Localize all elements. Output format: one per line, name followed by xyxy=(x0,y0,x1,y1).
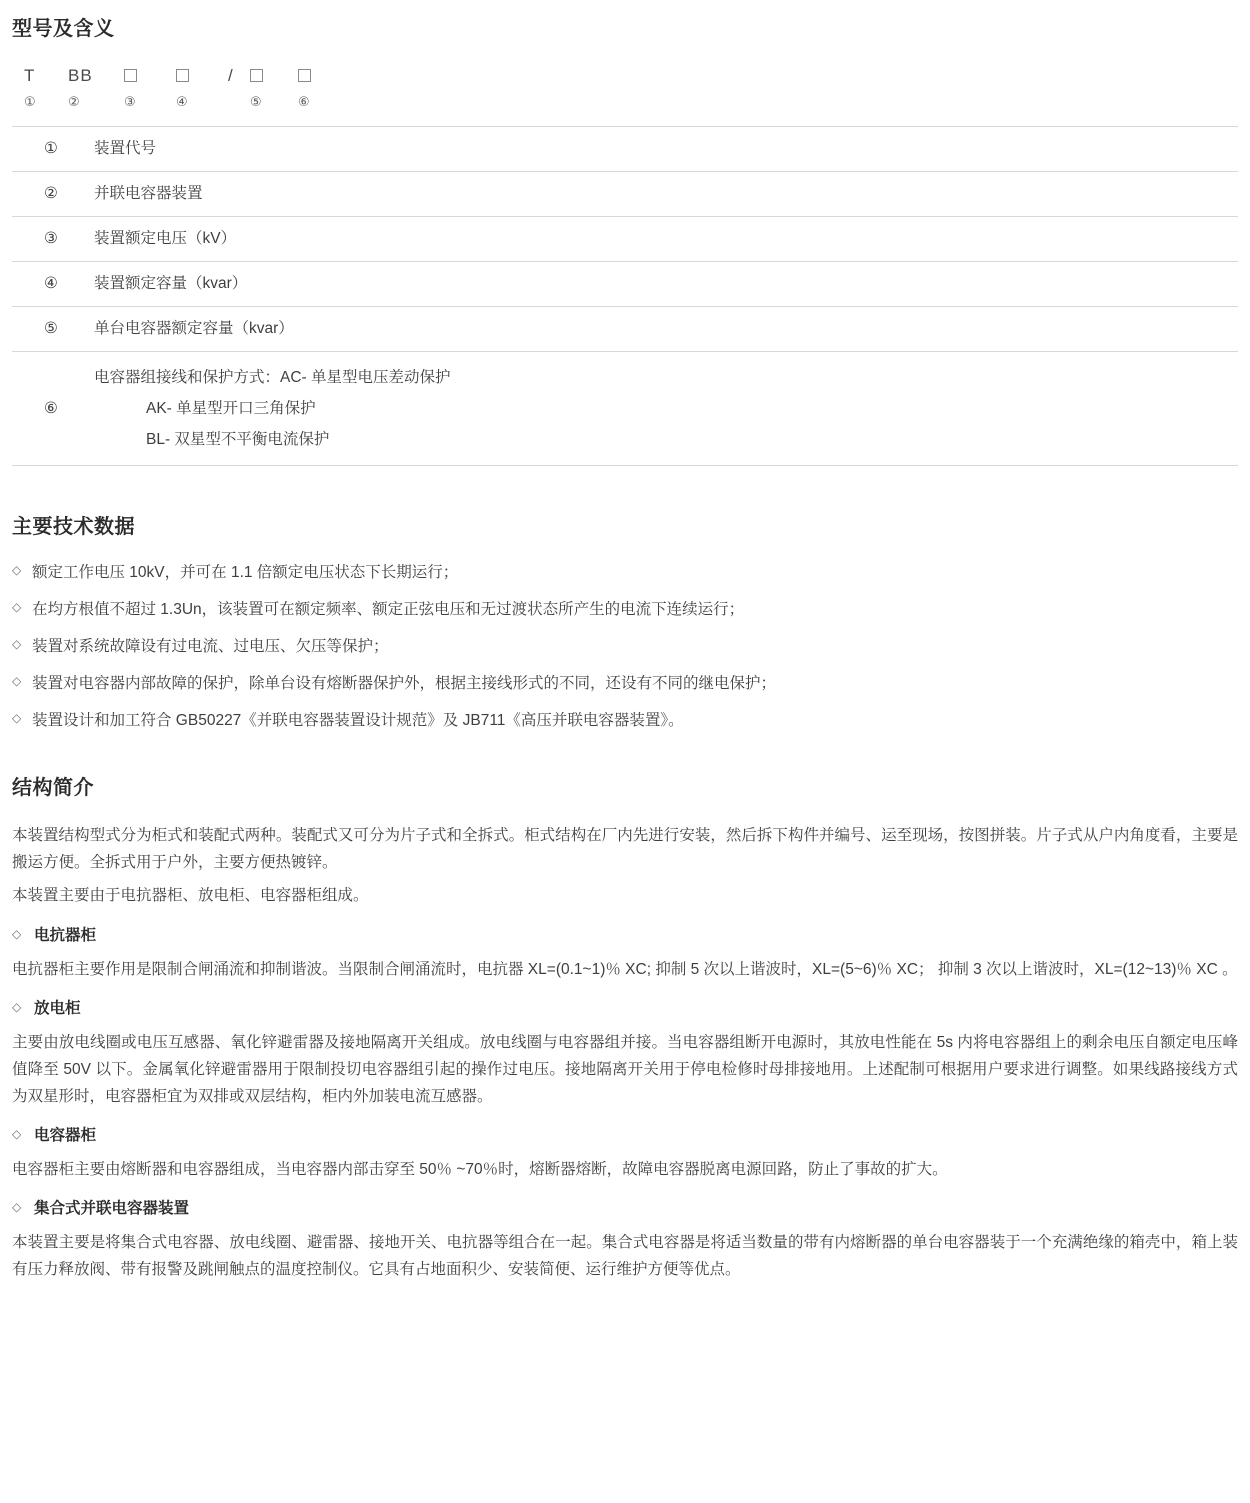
protection-line-3: BL- 双星型不平衡电流保护 xyxy=(146,431,330,449)
subsection-text-integrated-device: 本装置主要是将集合式电容器、放电线圈、避雷器、接地开关、电抗器等组合在一起。集合式电容器是将适当数量的带有内熔断器的单台电容器装于一个充满绝缘的箱壳中，箱上装有压力释放阀、带有报警及跳闸触点的温度控制仪。它具有占地面积少、安装简便、运行维护方便等优点。 xyxy=(12,1234,1238,1279)
model-meaning-table xyxy=(12,126,1238,466)
code-symbol-slash: / xyxy=(228,65,234,85)
code-box-6 xyxy=(298,63,338,89)
table-row xyxy=(12,352,1238,466)
model-code-numbers xyxy=(24,92,1238,112)
protection-line-2: AK- 单星型开口三角保护 xyxy=(146,400,316,418)
table-row xyxy=(12,217,1238,262)
code-box-5 xyxy=(250,63,298,89)
subsection-text-capacitor-cabinet: 电容器柜主要由熔断器和电容器组成，当电容器内部击穿至 50％ ~70％时，熔断器熔断，故障电容器脱离电源回路，防止了事故的扩大。 xyxy=(12,1161,948,1179)
code-number-2: ② xyxy=(68,94,80,109)
code-symbol-t: T xyxy=(24,65,36,85)
code-symbol-bb: BB xyxy=(68,65,93,85)
row-description xyxy=(90,352,1238,466)
square-icon xyxy=(176,69,189,82)
list-item: ◇ 装置对电容器内部故障的保护，除单台设有熔断器保护外，根据主接线形式的不同，还设有不同的继电保护； xyxy=(12,672,1238,696)
code-number-3: ③ xyxy=(124,94,136,109)
row-index: ③ xyxy=(44,230,58,248)
row-index: ① xyxy=(44,140,58,157)
row-description: 装置额定电压（kV） xyxy=(94,230,237,248)
code-box-4 xyxy=(176,63,228,89)
section-title-model: 型号及含义 xyxy=(12,18,115,40)
table-row xyxy=(12,262,1238,307)
tech-data-list xyxy=(12,561,1238,733)
model-code-diagram xyxy=(12,63,1238,112)
row-description: 并联电容器装置 xyxy=(94,185,203,203)
section-title-structure: 结构简介 xyxy=(12,777,94,800)
subsection-heading-discharge-cabinet: ◇ 放电柜 xyxy=(12,997,1238,1021)
row-description: 装置代号 xyxy=(94,140,157,157)
subsection-heading-capacitor-cabinet: ◇ 电容器柜 xyxy=(12,1124,1238,1148)
square-icon xyxy=(124,69,137,82)
code-number-6: ⑥ xyxy=(298,94,310,109)
list-item: ◇ 装置对系统故障设有过电流、过电压、欠压等保护； xyxy=(12,635,1238,659)
code-number-5: ⑤ xyxy=(250,94,262,109)
structure-intro-paragraph-2: 本装置主要由于电抗器柜、放电柜、电容器柜组成。 xyxy=(12,887,369,905)
row-index: ⑥ xyxy=(44,399,58,417)
section-title-tech-data: 主要技术数据 xyxy=(12,516,135,539)
row-description: 装置额定容量（kvar） xyxy=(94,275,248,293)
protection-line-1: 电容器组接线和保护方式：AC- 单星型电压差动保护 xyxy=(94,369,451,387)
row-index: ④ xyxy=(44,275,58,293)
code-box-3 xyxy=(124,63,176,89)
structure-intro-paragraph-1: 本装置结构型式分为柜式和装配式两种。装配式又可分为片子式和全拆式。柜式结构在厂内先进行安装，然后拆下构件并编号、运至现场，按图拼装。片子式从户内角度看，主要是搬运方便。全拆式用于户外，主要方便热镀锌。 xyxy=(12,827,1238,872)
table-row xyxy=(12,127,1238,172)
row-index: ② xyxy=(44,185,58,203)
list-item: ◇ 额定工作电压 10kV，并可在 1.1 倍额定电压状态下长期运行； xyxy=(12,561,1238,585)
list-item: ◇ 在均方根值不超过 1.3Un，该装置可在额定频率、额定正弦电压和无过渡状态所产生的电流下连续运行； xyxy=(12,598,1238,622)
square-icon xyxy=(298,69,311,82)
model-code-symbols xyxy=(24,63,1238,89)
square-icon xyxy=(250,69,263,82)
table-row xyxy=(12,307,1238,352)
row-description: 单台电容器额定容量（kvar） xyxy=(94,320,294,338)
row-index: ⑤ xyxy=(44,320,58,338)
table-row xyxy=(12,172,1238,217)
list-item: ◇ 装置设计和加工符合 GB50227《并联电容器装置设计规范》及 JB711《高压并联电容器装置》。 xyxy=(12,709,1238,733)
subsection-heading-reactor-cabinet: ◇ 电抗器柜 xyxy=(12,924,1238,948)
code-number-4: ④ xyxy=(176,94,188,109)
subsection-text-reactor-cabinet: 电抗器柜主要作用是限制合闸涌流和抑制谐波。当限制合闸涌流时，电抗器 XL=(0.1~1)％ XC; 抑制 5 次以上谐波时，XL=(5~6)％ XC； 抑制 3 次以上谐波时，XL=(12~13)％ XC 。 xyxy=(12,960,1238,978)
subsection-heading-integrated-device: ◇ 集合式并联电容器装置 xyxy=(12,1197,1238,1221)
subsection-text-discharge-cabinet: 主要由放电线圈或电压互感器、氧化锌避雷器及接地隔离开关组成。放电线圈与电容器组并接。当电容器组断开电源时，其放电性能在 5s 内将电容器组上的剩余电压自额定电压峰值降至 50V 以下。金属氧化锌避雷器用于限制投切电容器组引起的操作过电压。接地隔离开关用于停电检修时母排接地用。上述配制可根据用户要求进行调整。如果线路接线方式为双星形时，电容器柜宜为双排或双层结构，柜内外加装电流互感器。 xyxy=(12,1033,1238,1105)
code-number-1: ① xyxy=(24,94,36,109)
